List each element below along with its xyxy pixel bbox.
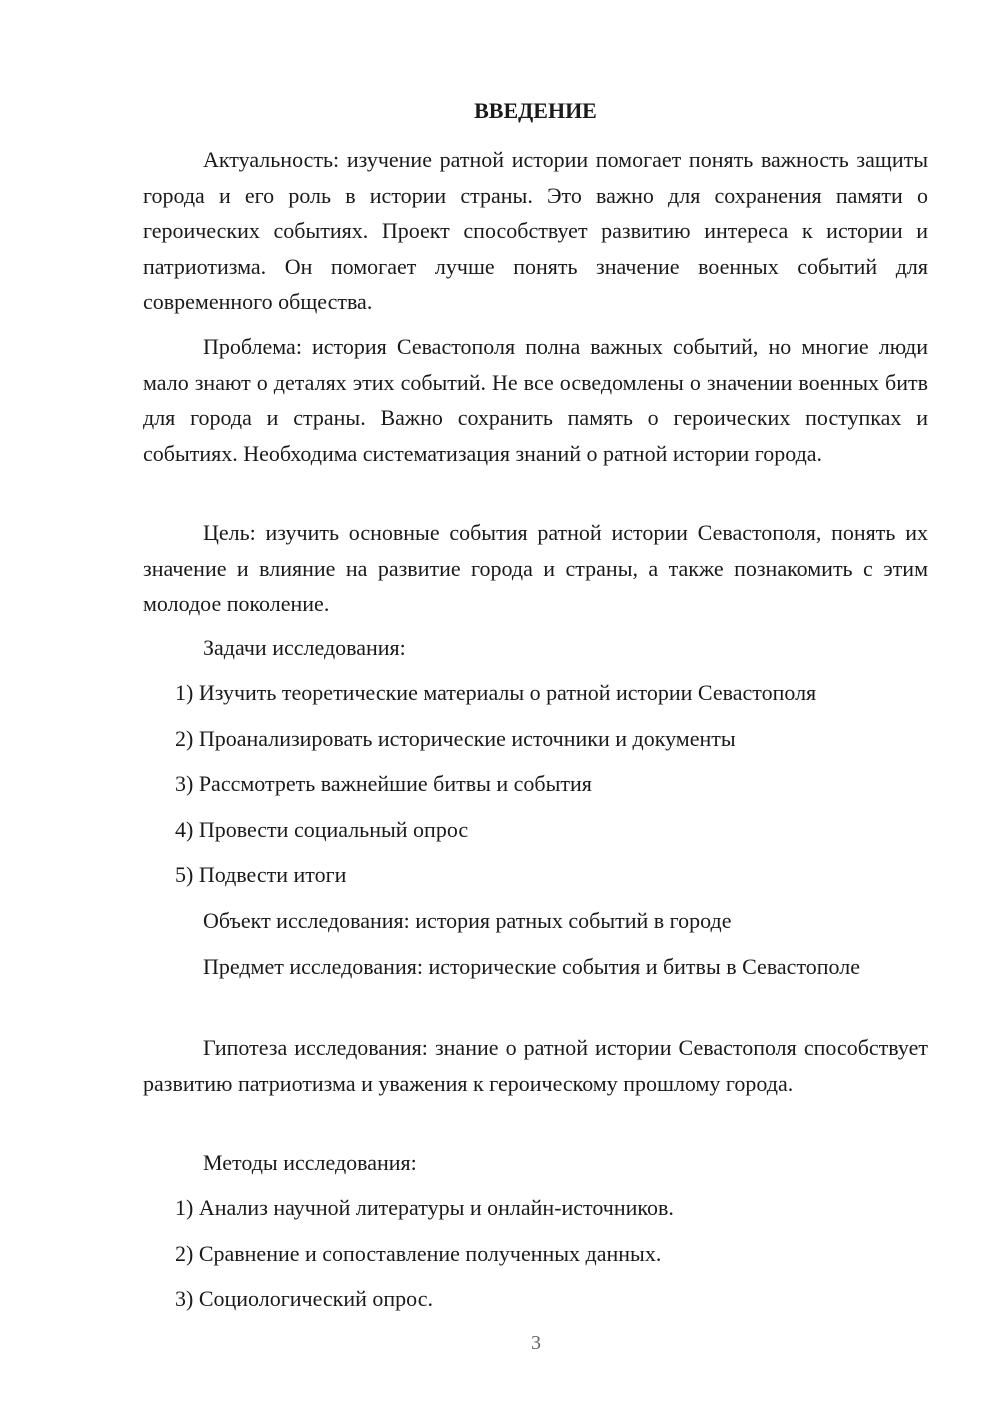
tasks-title: Задачи исследования: <box>203 635 406 660</box>
subject-paragraph: Предмет исследования: исторические события и битвы в Севастополе <box>203 954 860 979</box>
task-item: 3) Рассмотреть важнейшие битвы и события <box>175 771 592 796</box>
task-item: 2) Проанализировать исторические источники и документы <box>175 726 736 751</box>
goal-paragraph: Цель: изучить основные события ратной истории Севастополя, понять их значение и влияние на развитие города и страны, а также познакомить с этим молодое поколение. <box>143 520 928 616</box>
method-item: 3) Социологический опрос. <box>175 1286 433 1311</box>
method-item: 1) Анализ научной литературы и онлайн-источников. <box>175 1195 674 1220</box>
methods-title: Методы исследования: <box>203 1150 417 1175</box>
method-item: 2) Сравнение и сопоставление полученных данных. <box>175 1241 662 1266</box>
task-item: 5) Подвести итоги <box>175 862 347 887</box>
problem-paragraph: Проблема: история Севастополя полна важных событий, но многие люди мало знают о деталях этих событий. Не все осведомлены о значении военных битв для города и страны. Важно сохранить память о героических поступках и событиях. Необходима систематизация знаний о ратной истории города. <box>143 334 928 466</box>
relevance-paragraph: Актуальность: изучение ратной истории помогает понять важность защиты города и его роль в истории страны. Это важно для сохранения памяти о героических событиях. Проект способствует развитию интереса к истории и патриотизма. Он помогает лучше понять значение военных событий для современного общества. <box>143 147 928 314</box>
section-heading: ВВЕДЕНИЕ <box>474 98 597 123</box>
hypothesis-paragraph: Гипотеза исследования: знание о ратной истории Севастополя способствует развитию патриотизма и уважения к героическому прошлому города. <box>143 1035 928 1096</box>
task-item: 1) Изучить теоретические материалы о ратной истории Севастополя <box>175 680 817 705</box>
page-number: 3 <box>531 1332 541 1354</box>
task-item: 4) Провести социальный опрос <box>175 817 469 842</box>
object-line: Объект исследования: история ратных событий в городе <box>203 908 732 933</box>
